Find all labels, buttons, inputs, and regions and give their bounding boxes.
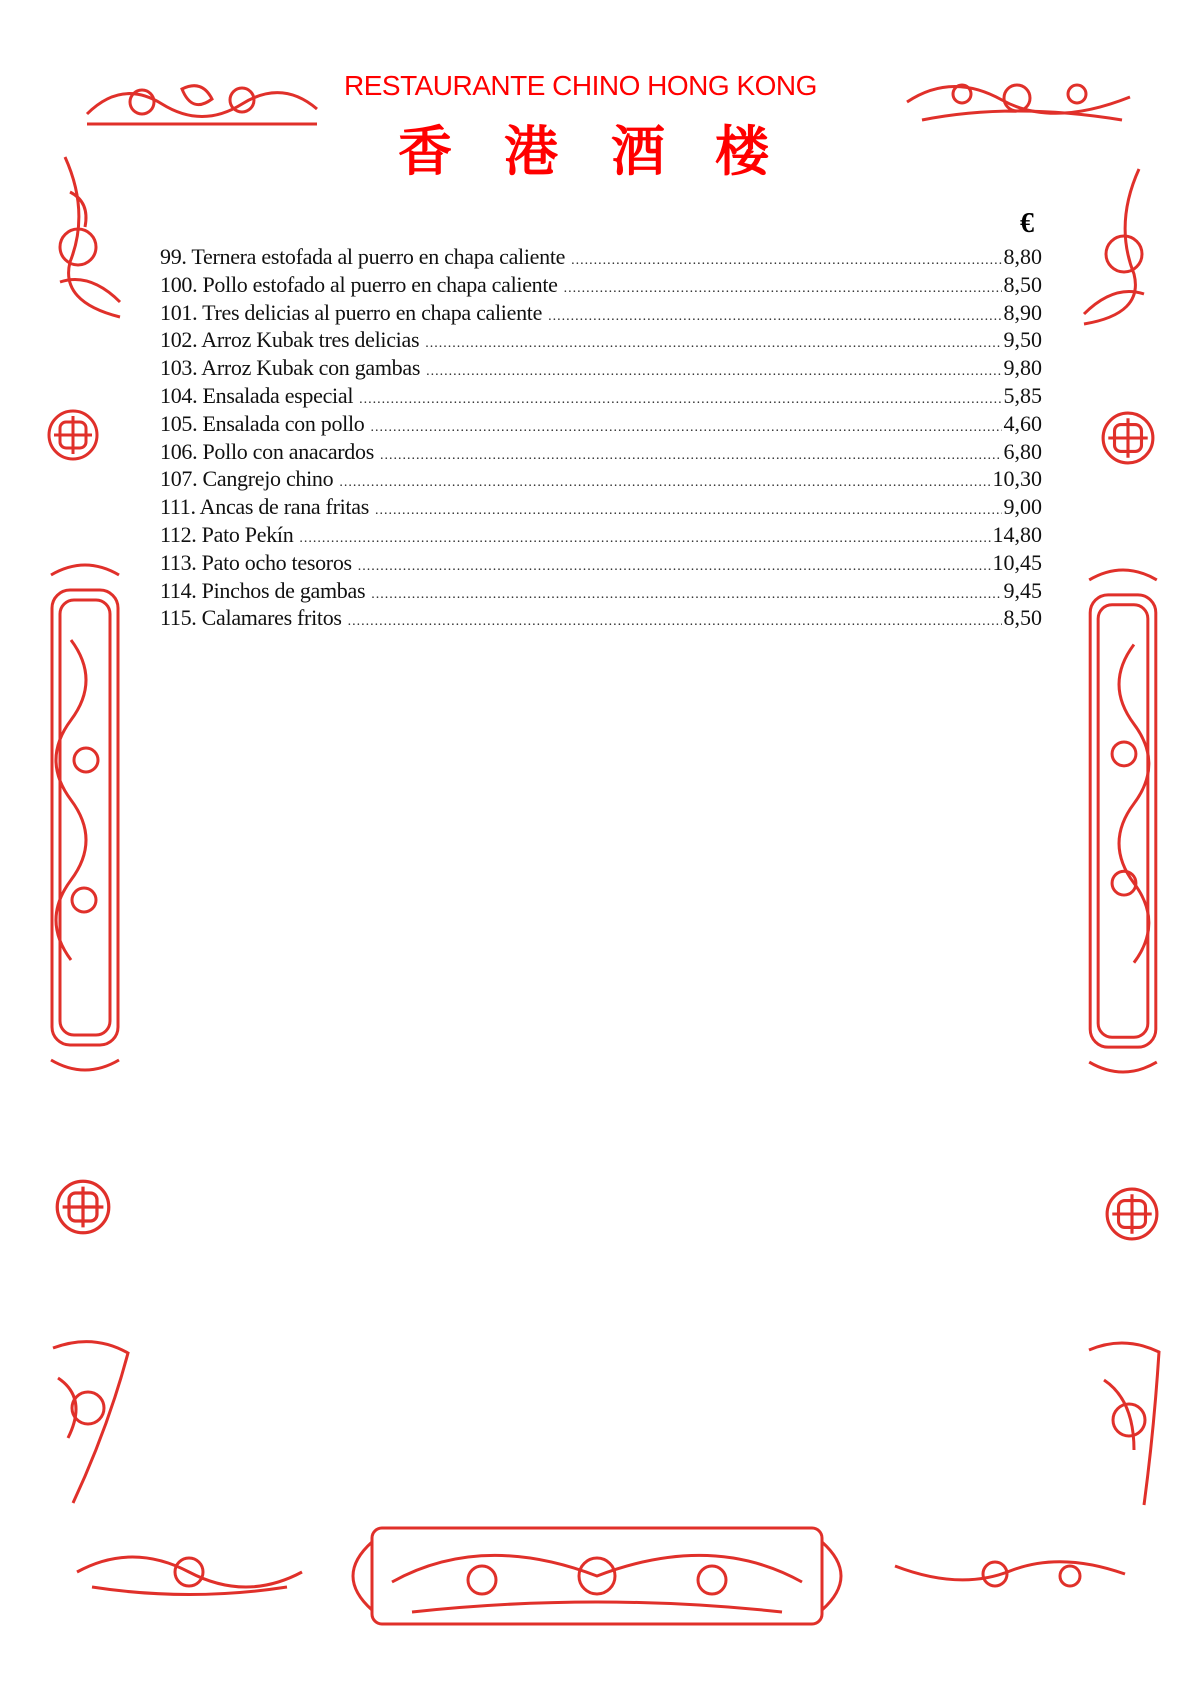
bottom-right-scroll-ornament <box>890 1546 1130 1602</box>
menu-item-price: 4,60 <box>1003 410 1042 436</box>
right-upper-medallion <box>1100 410 1156 466</box>
menu-item-price: 8,80 <box>1003 244 1042 269</box>
menu-item-price: 14,80 <box>992 521 1042 547</box>
dot-leader <box>548 309 1001 325</box>
dot-leader <box>380 448 1002 464</box>
menu-item-price: 9,00 <box>1003 494 1042 520</box>
menu-item <box>160 300 1042 328</box>
menu-item <box>160 383 1042 411</box>
dot-leader <box>348 614 1002 630</box>
dot-leader <box>564 281 1002 297</box>
menu-item-name: 112. Pato Pekín <box>160 521 294 547</box>
restaurant-name: RESTAURANTE CHINO HONG KONG <box>344 70 817 101</box>
menu-item-name: 106. Pollo con anacardos <box>160 438 374 464</box>
left-lower-medallion <box>54 1178 112 1236</box>
chinese-char: 港 <box>504 119 558 183</box>
dot-leader <box>339 475 990 491</box>
right-vertical-panel-ornament <box>1084 565 1162 1077</box>
menu-item-name: 111. Ancas de rana fritas <box>160 494 369 520</box>
dot-leader <box>358 559 991 575</box>
left-upper-medallion <box>46 408 100 462</box>
left-lotus-ornament <box>50 152 130 322</box>
dot-leader <box>426 364 1001 380</box>
bottom-right-floral-ornament <box>1084 1340 1164 1510</box>
chinese-char: 酒 <box>611 119 665 183</box>
menu-item-name: 115. Calamares fritos <box>160 605 342 631</box>
menu-item-name: 103. Arroz Kubak con gambas <box>160 355 421 381</box>
menu-item <box>160 272 1042 300</box>
menu-item-price: 9,50 <box>1003 327 1042 353</box>
chinese-restaurant-name <box>390 116 790 186</box>
menu-item <box>160 522 1042 550</box>
chinese-char: 楼 <box>715 119 769 183</box>
menu-item-price: 8,50 <box>1003 605 1042 631</box>
menu-item-price: 5,85 <box>1003 382 1042 408</box>
chinese-char: 香 <box>398 119 452 183</box>
menu-item <box>160 578 1042 606</box>
menu-item-name: 105. Ensalada con pollo <box>160 410 365 436</box>
bottom-center-dragon-ornament <box>332 1522 862 1630</box>
bottom-left-scroll-ornament <box>72 1542 306 1602</box>
menu-item-price: 8,90 <box>1003 299 1042 325</box>
menu-item-name: 114. Pinchos de gambas <box>160 577 366 603</box>
menu-item <box>160 605 1042 633</box>
dot-leader <box>571 253 1001 269</box>
menu-item-price: 9,45 <box>1003 577 1042 603</box>
menu-item-name: 113. Pato ocho tesoros <box>160 549 352 575</box>
menu-item <box>160 494 1042 522</box>
dot-leader <box>425 336 1001 352</box>
menu-item <box>160 327 1042 355</box>
dot-leader <box>375 503 1002 519</box>
menu-item <box>160 355 1042 383</box>
menu-item-price: 8,50 <box>1003 271 1042 297</box>
currency-header: € <box>1020 208 1034 239</box>
menu-item-price: 10,45 <box>992 549 1042 575</box>
dot-leader <box>359 392 1001 408</box>
menu-item-name: 104. Ensalada especial <box>160 382 354 408</box>
dot-leader <box>299 531 990 547</box>
menu-item-name: 99. Ternera estofada al puerro en chapa caliente <box>160 244 566 269</box>
left-vertical-panel-ornament <box>46 560 124 1075</box>
menu-item-price: 9,80 <box>1003 355 1042 381</box>
right-lotus-ornament <box>1074 164 1154 329</box>
menu-item <box>160 411 1042 439</box>
menu-item <box>160 466 1042 494</box>
menu-item <box>160 550 1042 578</box>
menu-item-name: 107. Cangrejo chino <box>160 466 334 492</box>
dot-leader <box>371 420 1002 436</box>
menu-item-name: 102. Arroz Kubak tres delicias <box>160 327 420 353</box>
menu-item-price: 6,80 <box>1003 438 1042 464</box>
top-right-floral-ornament <box>902 72 1134 128</box>
menu-item <box>160 439 1042 467</box>
menu-list <box>160 244 1042 633</box>
right-lower-medallion <box>1104 1186 1160 1242</box>
menu-item <box>160 244 1042 272</box>
menu-item-price: 10,30 <box>992 466 1042 492</box>
dot-leader <box>371 587 1001 603</box>
menu-item-name: 100. Pollo estofado al puerro en chapa caliente <box>160 271 558 297</box>
top-left-floral-ornament <box>82 74 322 132</box>
bottom-left-floral-ornament <box>48 1338 132 1506</box>
menu-item-name: 101. Tres delicias al puerro en chapa caliente <box>160 299 543 325</box>
